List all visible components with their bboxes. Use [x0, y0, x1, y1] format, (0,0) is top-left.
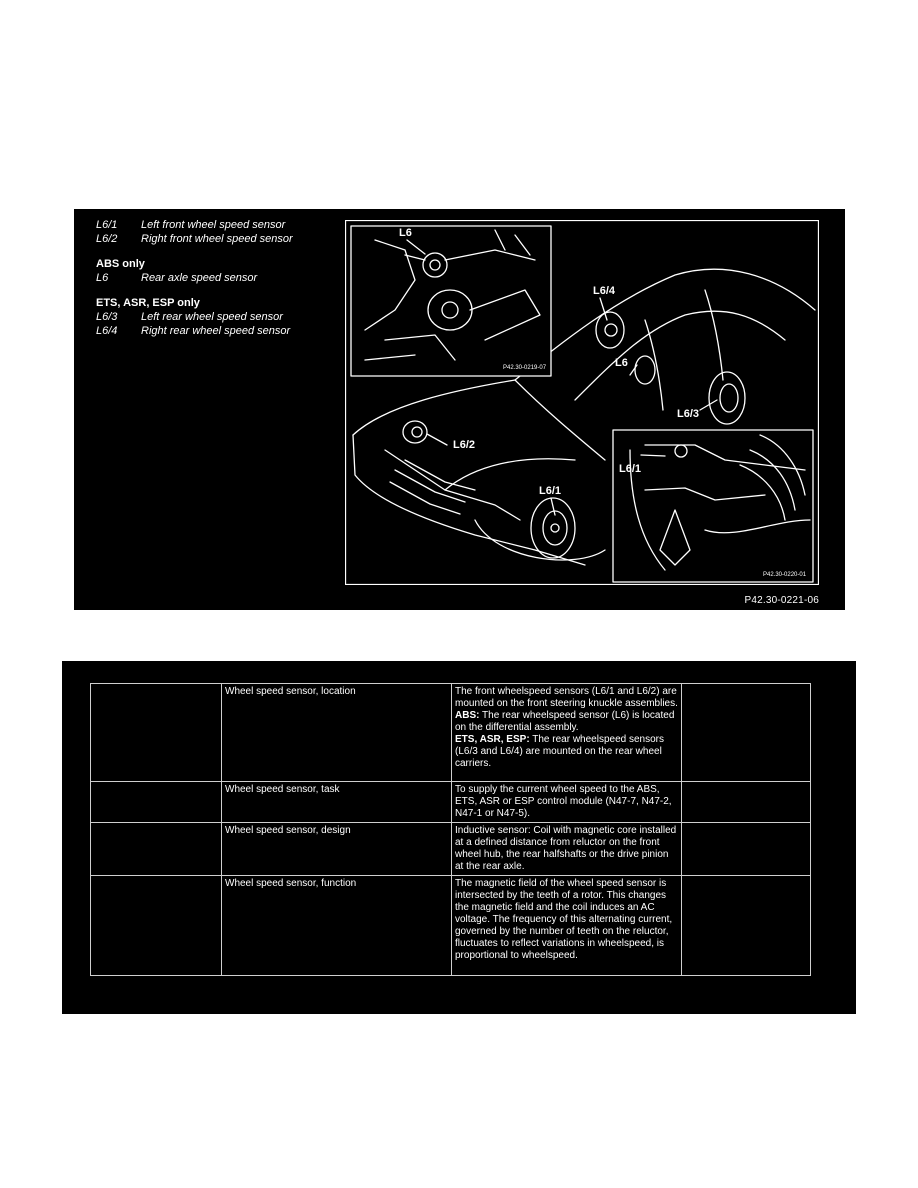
- legend-heading-abs: ABS only: [96, 258, 145, 270]
- callout-l6-1-inset: L6/1: [619, 463, 642, 475]
- table-cell-blank: [91, 782, 222, 823]
- table-cell-blank: [91, 823, 222, 876]
- legend-desc: Left rear wheel speed sensor: [141, 311, 283, 323]
- legend-desc: Left front wheel speed sensor: [141, 219, 286, 231]
- desc-paragraph: Inductive sensor: Coil with magnetic core installed at a defined distance from reluctor on the front wheel hub, the rear halfshafts or the drive pinion at the rear axle.: [455, 825, 677, 872]
- legend-row: [96, 310, 346, 324]
- table-cell-title: Wheel speed sensor, task: [222, 782, 452, 823]
- table-cell-blank: [682, 684, 811, 782]
- wheel-speed-sensor-figure: [74, 209, 845, 610]
- callout-l6: L6: [615, 357, 628, 369]
- desc-paragraph: The front wheelspeed sensors (L6/1 and L6/2) are mounted on the front steering knuckle assemblies.: [455, 686, 678, 709]
- table-cell-blank: [682, 782, 811, 823]
- legend-row: [96, 218, 346, 232]
- spec-table-panel: [62, 661, 856, 1014]
- inset-rear-carrier: [613, 430, 813, 582]
- table-cell-description: [452, 782, 682, 823]
- table-cell-blank: [91, 684, 222, 782]
- table-cell-title: Wheel speed sensor, location: [222, 684, 452, 782]
- callout-l6-4: L6/4: [593, 285, 616, 297]
- table-row: [91, 876, 811, 976]
- legend-desc: Rear axle speed sensor: [141, 272, 258, 284]
- callout-l6-inset: L6: [399, 227, 412, 239]
- table-row: [91, 823, 811, 876]
- table-cell-description: [452, 823, 682, 876]
- table-cell-blank: [682, 876, 811, 976]
- desc-paragraph: ETS, ASR, ESP: The rear wheelspeed sensors (L6/3 and L6/4) are mounted on the rear wheel carriers.: [455, 734, 664, 769]
- inset-code-bottom: P42.30-0220-01: [763, 572, 807, 578]
- figure-legend: [96, 218, 346, 338]
- legend-code: L6/1: [96, 219, 118, 231]
- callout-l6-2: L6/2: [453, 439, 476, 451]
- car-sensor-drawing: [345, 220, 819, 585]
- desc-paragraph: ABS: The rear wheelspeed sensor (L6) is located on the differential assembly.: [455, 710, 675, 733]
- legend-desc: Right rear wheel speed sensor: [141, 325, 291, 337]
- table-cell-title: Wheel speed sensor, function: [222, 876, 452, 976]
- figure-code: P42.30-0221-06: [744, 595, 819, 606]
- table-cell-title: Wheel speed sensor, design: [222, 823, 452, 876]
- table-cell-blank: [682, 823, 811, 876]
- legend-row: [96, 232, 346, 246]
- legend-row: [96, 271, 346, 285]
- inset-differential: [351, 226, 551, 376]
- table-cell-description: [452, 876, 682, 976]
- legend-code: L6/4: [96, 325, 118, 337]
- callout-l6-3: L6/3: [677, 408, 700, 420]
- desc-paragraph: The magnetic field of the wheel speed sensor is intersected by the teeth of a rotor. This changes the magnetic field and the coil induces an AC voltage. The frequency of this alternating current, governed by the number of teeth on the reluctor, fluctuates to reflect variations in wheelspeed, is proportional to wheelspeed.: [455, 878, 673, 961]
- desc-paragraph: To supply the current wheel speed to the ABS, ETS, ASR or ESP control module (N47-7, N47-2, N47-1 or N47-5).: [455, 784, 672, 819]
- legend-heading-ets: ETS, ASR, ESP only: [96, 297, 200, 309]
- callout-l6-1: L6/1: [539, 485, 562, 497]
- table-row: [91, 782, 811, 823]
- spec-table: [90, 683, 811, 976]
- table-cell-description: [452, 684, 682, 782]
- table-row: [91, 684, 811, 782]
- legend-code: L6/2: [96, 233, 118, 245]
- legend-desc: Right front wheel speed sensor: [141, 233, 293, 245]
- legend-code: L6/3: [96, 311, 118, 323]
- inset-code-top: P42.30-0219-07: [503, 365, 547, 371]
- legend-code: L6: [96, 272, 109, 284]
- table-cell-blank: [91, 876, 222, 976]
- legend-row: [96, 324, 346, 338]
